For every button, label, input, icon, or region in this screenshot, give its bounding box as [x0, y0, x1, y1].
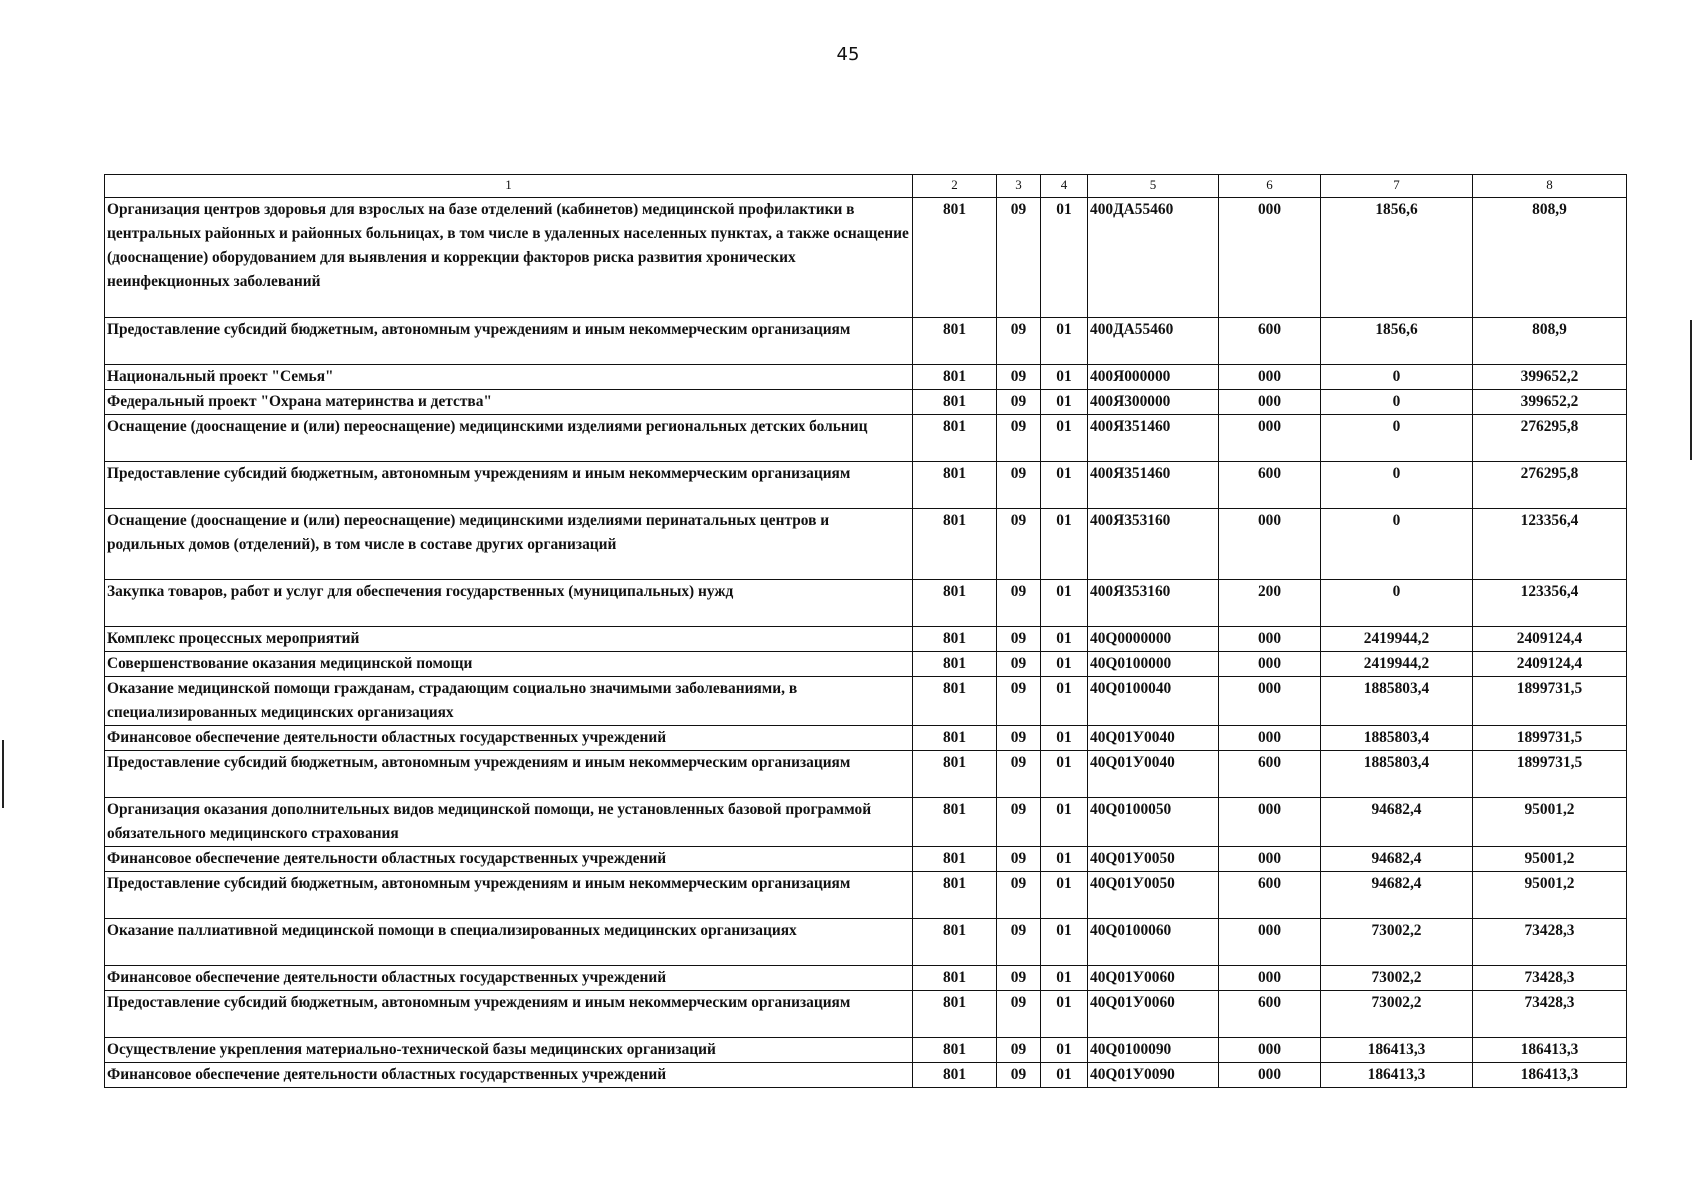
amount-year1-cell: 73002,2	[1321, 991, 1473, 1038]
admin-code-cell: 801	[913, 966, 997, 991]
row-name-cell: Оснащение (дооснащение и (или) переоснащение) медицинскими изделиями региональных детских больниц	[105, 415, 913, 462]
row-name-cell: Национальный проект "Семья"	[105, 365, 913, 390]
row-name-cell: Осуществление укрепления материально-технической базы медицинских организаций	[105, 1038, 913, 1063]
target-article-cell: 40Q01У0040	[1088, 726, 1219, 751]
amount-year1-cell: 186413,3	[1321, 1063, 1473, 1088]
section-cell: 09	[997, 798, 1041, 847]
expense-type-cell: 000	[1219, 415, 1321, 462]
section-cell: 09	[997, 872, 1041, 919]
subsection-cell: 01	[1041, 677, 1088, 726]
target-article-cell: 40Q01У0050	[1088, 847, 1219, 872]
amount-year1-cell: 0	[1321, 462, 1473, 509]
expense-type-cell: 000	[1219, 652, 1321, 677]
target-article-cell: 40Q01У0060	[1088, 966, 1219, 991]
table-row	[105, 1038, 1627, 1063]
table-row	[105, 318, 1627, 365]
section-cell: 09	[997, 847, 1041, 872]
target-article-cell: 400Я351460	[1088, 415, 1219, 462]
header-cell: 5	[1088, 175, 1219, 198]
admin-code-cell: 801	[913, 462, 997, 509]
admin-code-cell: 801	[913, 919, 997, 966]
amount-year2-cell: 1899731,5	[1473, 751, 1627, 798]
target-article-cell: 400Я300000	[1088, 390, 1219, 415]
subsection-cell: 01	[1041, 365, 1088, 390]
subsection-cell: 01	[1041, 991, 1088, 1038]
section-cell: 09	[997, 509, 1041, 580]
section-cell: 09	[997, 365, 1041, 390]
expense-type-cell: 600	[1219, 991, 1321, 1038]
table-row	[105, 677, 1627, 726]
expense-type-cell: 000	[1219, 627, 1321, 652]
row-name-cell: Финансовое обеспечение деятельности областных государственных учреждений	[105, 726, 913, 751]
subsection-cell: 01	[1041, 872, 1088, 919]
admin-code-cell: 801	[913, 751, 997, 798]
subsection-cell: 01	[1041, 198, 1088, 318]
amount-year2-cell: 73428,3	[1473, 966, 1627, 991]
row-name-cell: Организация центров здоровья для взрослых на базе отделений (кабинетов) медицинской профилактики в центральных районных и районных больницах, в том числе в удаленных населенных пунктах, а также оснащение (дооснащение) оборудованием для выявления и коррекции факторов риска развития хронических неинфекционных заболеваний	[105, 198, 913, 318]
amount-year2-cell: 808,9	[1473, 198, 1627, 318]
subsection-cell: 01	[1041, 751, 1088, 798]
subsection-cell: 01	[1041, 509, 1088, 580]
subsection-cell: 01	[1041, 462, 1088, 509]
admin-code-cell: 801	[913, 1038, 997, 1063]
subsection-cell: 01	[1041, 415, 1088, 462]
section-cell: 09	[997, 966, 1041, 991]
section-cell: 09	[997, 462, 1041, 509]
section-cell: 09	[997, 919, 1041, 966]
expense-type-cell: 000	[1219, 198, 1321, 318]
amount-year1-cell: 1885803,4	[1321, 677, 1473, 726]
subsection-cell: 01	[1041, 847, 1088, 872]
amount-year2-cell: 95001,2	[1473, 798, 1627, 847]
admin-code-cell: 801	[913, 677, 997, 726]
expense-type-cell: 000	[1219, 798, 1321, 847]
subsection-cell: 01	[1041, 1063, 1088, 1088]
section-cell: 09	[997, 627, 1041, 652]
subsection-cell: 01	[1041, 726, 1088, 751]
expense-type-cell: 000	[1219, 919, 1321, 966]
admin-code-cell: 801	[913, 318, 997, 365]
amount-year1-cell: 0	[1321, 415, 1473, 462]
expense-type-cell: 600	[1219, 462, 1321, 509]
table-row	[105, 847, 1627, 872]
amount-year1-cell: 0	[1321, 509, 1473, 580]
table-row	[105, 872, 1627, 919]
table-row	[105, 365, 1627, 390]
table-row	[105, 390, 1627, 415]
target-article-cell: 40Q0000000	[1088, 627, 1219, 652]
section-cell: 09	[997, 726, 1041, 751]
subsection-cell: 01	[1041, 919, 1088, 966]
amount-year1-cell: 186413,3	[1321, 1038, 1473, 1063]
amount-year1-cell: 1856,6	[1321, 198, 1473, 318]
amount-year2-cell: 276295,8	[1473, 462, 1627, 509]
row-name-cell: Предоставление субсидий бюджетным, автономным учреждениям и иным некоммерческим организациям	[105, 318, 913, 365]
header-cell: 6	[1219, 175, 1321, 198]
amount-year2-cell: 1899731,5	[1473, 726, 1627, 751]
target-article-cell: 40Q0100000	[1088, 652, 1219, 677]
target-article-cell: 400Я351460	[1088, 462, 1219, 509]
subsection-cell: 01	[1041, 798, 1088, 847]
header-cell: 2	[913, 175, 997, 198]
table-row	[105, 991, 1627, 1038]
expense-type-cell: 000	[1219, 365, 1321, 390]
row-name-cell: Совершенствование оказания медицинской помощи	[105, 652, 913, 677]
section-cell: 09	[997, 1038, 1041, 1063]
amount-year1-cell: 94682,4	[1321, 847, 1473, 872]
expense-type-cell: 000	[1219, 847, 1321, 872]
amount-year1-cell: 2419944,2	[1321, 627, 1473, 652]
target-article-cell: 40Q0100050	[1088, 798, 1219, 847]
subsection-cell: 01	[1041, 580, 1088, 627]
section-cell: 09	[997, 390, 1041, 415]
amount-year2-cell: 2409124,4	[1473, 627, 1627, 652]
row-name-cell: Финансовое обеспечение деятельности областных государственных учреждений	[105, 847, 913, 872]
header-cell: 7	[1321, 175, 1473, 198]
section-cell: 09	[997, 751, 1041, 798]
amount-year1-cell: 73002,2	[1321, 919, 1473, 966]
expense-type-cell: 600	[1219, 872, 1321, 919]
admin-code-cell: 801	[913, 652, 997, 677]
table-row	[105, 198, 1627, 318]
budget-table	[104, 174, 1627, 1088]
target-article-cell: 40Q01У0040	[1088, 751, 1219, 798]
table-row	[105, 415, 1627, 462]
column-number-header	[105, 175, 1627, 198]
amount-year1-cell: 1885803,4	[1321, 751, 1473, 798]
scan-margin-mark	[2, 740, 4, 808]
row-name-cell: Финансовое обеспечение деятельности областных государственных учреждений	[105, 1063, 913, 1088]
subsection-cell: 01	[1041, 966, 1088, 991]
table-row	[105, 462, 1627, 509]
amount-year2-cell: 399652,2	[1473, 390, 1627, 415]
section-cell: 09	[997, 415, 1041, 462]
amount-year1-cell: 2419944,2	[1321, 652, 1473, 677]
amount-year2-cell: 123356,4	[1473, 580, 1627, 627]
admin-code-cell: 801	[913, 627, 997, 652]
row-name-cell: Комплекс процессных мероприятий	[105, 627, 913, 652]
header-cell: 4	[1041, 175, 1088, 198]
row-name-cell: Организация оказания дополнительных видов медицинской помощи, не установленных базовой программой обязательного медицинского страхования	[105, 798, 913, 847]
expense-type-cell: 200	[1219, 580, 1321, 627]
amount-year2-cell: 73428,3	[1473, 991, 1627, 1038]
expense-type-cell: 000	[1219, 726, 1321, 751]
target-article-cell: 400Я353160	[1088, 509, 1219, 580]
admin-code-cell: 801	[913, 726, 997, 751]
amount-year1-cell: 0	[1321, 390, 1473, 415]
table-row	[105, 751, 1627, 798]
amount-year2-cell: 186413,3	[1473, 1063, 1627, 1088]
section-cell: 09	[997, 677, 1041, 726]
admin-code-cell: 801	[913, 847, 997, 872]
amount-year2-cell: 73428,3	[1473, 919, 1627, 966]
table-row	[105, 580, 1627, 627]
section-cell: 09	[997, 1063, 1041, 1088]
amount-year2-cell: 95001,2	[1473, 847, 1627, 872]
amount-year2-cell: 2409124,4	[1473, 652, 1627, 677]
admin-code-cell: 801	[913, 580, 997, 627]
subsection-cell: 01	[1041, 318, 1088, 365]
section-cell: 09	[997, 580, 1041, 627]
row-name-cell: Федеральный проект "Охрана материнства и детства"	[105, 390, 913, 415]
target-article-cell: 40Q01У0050	[1088, 872, 1219, 919]
expense-type-cell: 600	[1219, 318, 1321, 365]
section-cell: 09	[997, 652, 1041, 677]
amount-year1-cell: 1885803,4	[1321, 726, 1473, 751]
expense-type-cell: 000	[1219, 390, 1321, 415]
target-article-cell: 400Я000000	[1088, 365, 1219, 390]
expense-type-cell: 000	[1219, 509, 1321, 580]
amount-year2-cell: 276295,8	[1473, 415, 1627, 462]
subsection-cell: 01	[1041, 390, 1088, 415]
section-cell: 09	[997, 991, 1041, 1038]
target-article-cell: 40Q01У0090	[1088, 1063, 1219, 1088]
row-name-cell: Закупка товаров, работ и услуг для обеспечения государственных (муниципальных) нужд	[105, 580, 913, 627]
admin-code-cell: 801	[913, 390, 997, 415]
expense-type-cell: 000	[1219, 1038, 1321, 1063]
header-cell: 3	[997, 175, 1041, 198]
row-name-cell: Предоставление субсидий бюджетным, автономным учреждениям и иным некоммерческим организациям	[105, 751, 913, 798]
target-article-cell: 40Q0100040	[1088, 677, 1219, 726]
expense-type-cell: 000	[1219, 677, 1321, 726]
target-article-cell: 400ДА55460	[1088, 198, 1219, 318]
subsection-cell: 01	[1041, 627, 1088, 652]
table-row	[105, 652, 1627, 677]
amount-year2-cell: 95001,2	[1473, 872, 1627, 919]
table-row	[105, 627, 1627, 652]
amount-year1-cell: 73002,2	[1321, 966, 1473, 991]
header-cell: 1	[105, 175, 913, 198]
row-name-cell: Финансовое обеспечение деятельности областных государственных учреждений	[105, 966, 913, 991]
expense-type-cell: 000	[1219, 1063, 1321, 1088]
admin-code-cell: 801	[913, 198, 997, 318]
target-article-cell: 400Я353160	[1088, 580, 1219, 627]
expense-type-cell: 600	[1219, 751, 1321, 798]
admin-code-cell: 801	[913, 365, 997, 390]
target-article-cell: 40Q0100060	[1088, 919, 1219, 966]
table-row	[105, 798, 1627, 847]
admin-code-cell: 801	[913, 872, 997, 919]
admin-code-cell: 801	[913, 1063, 997, 1088]
table-row	[105, 1063, 1627, 1088]
target-article-cell: 40Q01У0060	[1088, 991, 1219, 1038]
row-name-cell: Предоставление субсидий бюджетным, автономным учреждениям и иным некоммерческим организациям	[105, 462, 913, 509]
target-article-cell: 40Q0100090	[1088, 1038, 1219, 1063]
admin-code-cell: 801	[913, 991, 997, 1038]
table-row	[105, 509, 1627, 580]
section-cell: 09	[997, 198, 1041, 318]
amount-year2-cell: 399652,2	[1473, 365, 1627, 390]
scan-margin-mark	[1690, 320, 1692, 460]
table-row	[105, 726, 1627, 751]
row-name-cell: Предоставление субсидий бюджетным, автономным учреждениям и иным некоммерческим организациям	[105, 872, 913, 919]
row-name-cell: Предоставление субсидий бюджетным, автономным учреждениям и иным некоммерческим организациям	[105, 991, 913, 1038]
page-number: 45	[836, 44, 860, 65]
amount-year1-cell: 1856,6	[1321, 318, 1473, 365]
subsection-cell: 01	[1041, 1038, 1088, 1063]
amount-year2-cell: 123356,4	[1473, 509, 1627, 580]
amount-year1-cell: 0	[1321, 365, 1473, 390]
amount-year2-cell: 186413,3	[1473, 1038, 1627, 1063]
amount-year1-cell: 0	[1321, 580, 1473, 627]
table-row	[105, 919, 1627, 966]
amount-year2-cell: 1899731,5	[1473, 677, 1627, 726]
target-article-cell: 400ДА55460	[1088, 318, 1219, 365]
header-cell: 8	[1473, 175, 1627, 198]
expense-type-cell: 000	[1219, 966, 1321, 991]
amount-year1-cell: 94682,4	[1321, 872, 1473, 919]
table-body	[105, 175, 1627, 1088]
subsection-cell: 01	[1041, 652, 1088, 677]
amount-year1-cell: 94682,4	[1321, 798, 1473, 847]
amount-year2-cell: 808,9	[1473, 318, 1627, 365]
table-row	[105, 966, 1627, 991]
row-name-cell: Оснащение (дооснащение и (или) переоснащение) медицинскими изделиями перинатальных центров и родильных домов (отделений), в том числе в составе других организаций	[105, 509, 913, 580]
row-name-cell: Оказание медицинской помощи гражданам, страдающим социально значимыми заболеваниями, в специализированных медицинских организациях	[105, 677, 913, 726]
admin-code-cell: 801	[913, 415, 997, 462]
admin-code-cell: 801	[913, 798, 997, 847]
section-cell: 09	[997, 318, 1041, 365]
admin-code-cell: 801	[913, 509, 997, 580]
row-name-cell: Оказание паллиативной медицинской помощи в специализированных медицинских организациях	[105, 919, 913, 966]
